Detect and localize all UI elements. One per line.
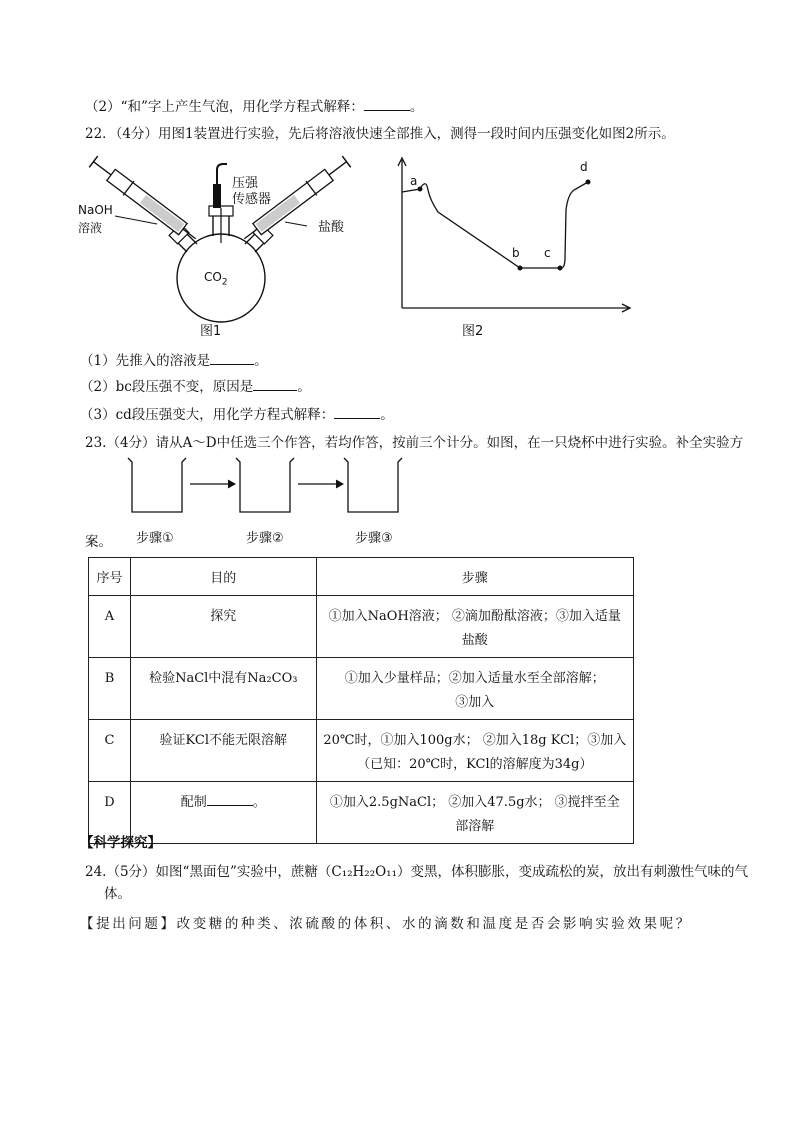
header-id: 序号 <box>89 558 131 596</box>
q22-sub2: （2）bc段压强不变，原因是 。 <box>80 376 311 397</box>
pressure-curve <box>402 182 588 268</box>
table-row: B 检验NaCl中混有Na₂CO₃ ①加入少量样品；②加入适量水至全部溶解； ③加入 <box>89 658 634 720</box>
fig2-caption: 图2 <box>462 324 484 339</box>
answer-blank[interactable] <box>210 350 254 365</box>
beaker-2 <box>236 458 294 512</box>
q24-stem-cont: 体。 <box>104 886 131 902</box>
point-a <box>418 187 423 192</box>
step-3-label: 步骤③ <box>355 531 393 546</box>
experiment-table <box>88 557 634 844</box>
naoh-label-2: 溶液 <box>78 221 103 235</box>
sensor-label-1: 压强 <box>232 176 259 191</box>
table-row: A 探究 ①加入NaOH溶液； ②滴加酚酞溶液；③加入适量 盐酸 <box>89 596 634 658</box>
answer-blank[interactable] <box>334 404 380 419</box>
sensor-label-2: 传感器 <box>232 192 272 207</box>
q23-stem-cont: 案。 <box>85 534 112 550</box>
header-steps: 步骤 <box>316 558 633 596</box>
pressure-graph <box>390 150 640 320</box>
label-a: a <box>410 174 418 188</box>
q21-part2: （2）“和”字上产生气泡，用化学方程式解释： 。 <box>85 96 423 117</box>
pressure-sensor <box>213 184 221 208</box>
fig1-caption: 图1 <box>200 324 222 339</box>
header-purpose: 目的 <box>130 558 316 596</box>
q22-sub1: （1）先推入的溶液是 。 <box>80 350 268 371</box>
step-2-label: 步骤② <box>246 531 284 546</box>
step-1-label: 步骤① <box>136 531 174 546</box>
q22-stem: 22．（4分）用图1装置进行实验，先后将溶液快速全部推入，测得一段时间内压强变化如图2所示。 <box>85 126 675 142</box>
table-header-row <box>89 558 634 596</box>
naoh-label-1: NaOH <box>78 203 113 217</box>
label-b: b <box>512 246 520 260</box>
q23-stem: 23.（4分）请从A～D中任选三个作答，若均作答，按前三个计分。如图，在一只烧杯中进行实验。补全实验方 <box>85 435 744 451</box>
point-c <box>558 266 563 271</box>
answer-blank[interactable] <box>364 96 410 111</box>
table-row: C 验证KCl不能无限溶解 20℃时，①加入100g水； ②加入18g KCl；③加入 （已知：20℃时，KCl的溶解度为34g） <box>89 720 634 782</box>
answer-blank[interactable] <box>253 376 297 391</box>
q24-stem: 24.（5分）如图“黑面包”实验中，蔗糖（C₁₂H₂₂O₁₁）变黑，体积膨胀，变成疏松的炭，放出有刺激性气味的气 <box>85 864 749 880</box>
beaker-1 <box>128 458 186 512</box>
section-heading: 【科学探究】 <box>80 835 161 851</box>
point-d <box>586 180 591 185</box>
label-c: c <box>544 246 551 260</box>
hcl-label: 盐酸 <box>318 220 345 235</box>
table-row: D 配制 。 ①加入2.5gNaCl； ②加入47.5g水； ③搅拌至全 部溶解 <box>89 782 634 844</box>
beaker-sequence <box>120 452 420 518</box>
label-d: d <box>580 160 588 174</box>
q24-question: 【提出问题】改变糖的种类、浓硫酸的体积、水的滴数和温度是否会影响实验效果呢？ <box>80 916 692 932</box>
point-b <box>518 266 523 271</box>
answer-blank[interactable] <box>207 791 253 806</box>
q22-sub3: （3）cd段压强变大，用化学方程式解释： 。 <box>80 404 394 425</box>
beaker-3 <box>344 458 402 512</box>
apparatus-figure <box>75 148 365 338</box>
gas-label: $CO_2$ <box>204 270 228 288</box>
